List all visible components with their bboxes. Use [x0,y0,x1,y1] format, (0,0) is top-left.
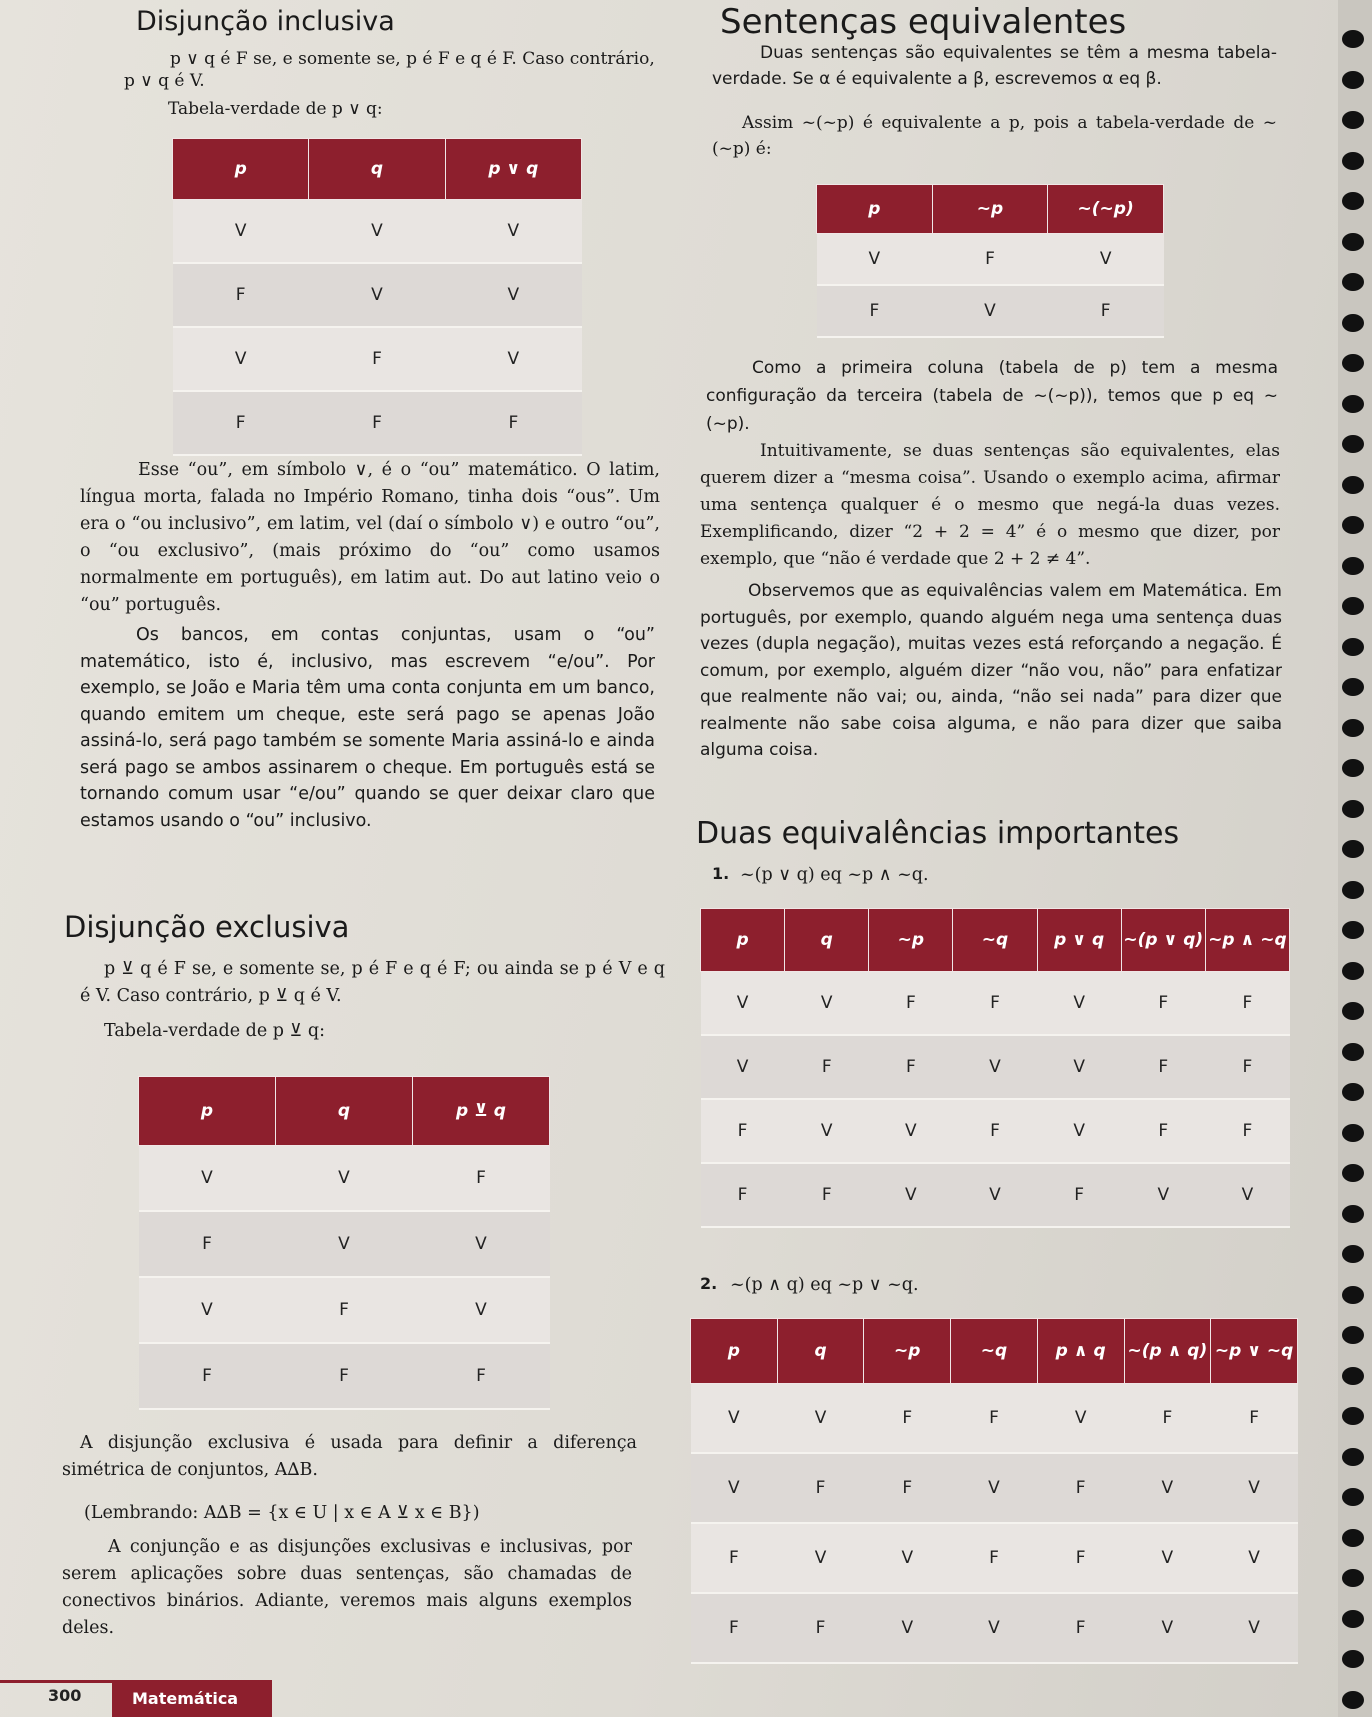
table-header-cell: ~q [951,1319,1038,1384]
table-header-cell: p [701,909,785,972]
page-number: 300 [48,1686,82,1705]
table-cell: F [1037,1593,1124,1663]
inclusive-truth-table [172,138,582,456]
exclusive-truth-table [138,1076,550,1410]
binding-ring [1342,435,1364,453]
table-cell: F [1205,1035,1289,1099]
table-cell: V [1121,1163,1205,1227]
table-cell: V [445,327,581,391]
table-cell: F [1205,972,1289,1036]
table-cell: F [1037,1163,1121,1227]
binding-ring [1342,1043,1364,1061]
table-cell: V [785,972,869,1036]
binding-ring [1342,719,1364,737]
table-cell: V [932,285,1048,337]
binding-ring [1342,152,1364,170]
table-header-cell: ~(p ∨ q) [1121,909,1205,972]
binding-ring [1342,921,1364,939]
table-cell: F [1211,1384,1298,1454]
table-row [701,1035,1290,1099]
observe-paragraph: Observemos que as equivalências valem em Matemática. Em português, por exemplo, quando alguém nega uma sentença duas vezes (dupla negação), muitas vezes está reforçando a negação. É comum, por exemplo, alguém dizer “não vou, não” para enfatizar que realmente não vai; ou, ainda, “não sei nada” para dizer que realmente não sabe coisa alguma, e não para dizer que saiba alguma coisa. [700,581,1282,760]
lembrando-line: (Lembrando: A∆B = {x ∈ U | x ∈ A ⊻ x ∈ B}) [84,1503,480,1523]
equivalence-1-label: ~(p ∨ q) eq ~p ∧ ~q. [740,865,929,885]
table-cell: V [701,972,785,1036]
table-cell: V [1037,1035,1121,1099]
exclusive-table-caption: Tabela-verdade de p ⊻ q: [104,1021,325,1041]
table-header-cell: p [173,139,309,200]
table-row [173,327,582,391]
table-cell: V [309,263,445,327]
table-cell: F [413,1146,550,1212]
table-cell: V [691,1453,778,1523]
table-cell: F [309,327,445,391]
binding-ring [1342,1164,1364,1182]
table-cell: F [445,391,581,455]
table-header-cell: q [276,1077,413,1146]
assim-paragraph: Assim ~(~p) é equivalente a p, pois a tabela-verdade de ~(~p) é: [712,113,1277,159]
binding-ring [1342,111,1364,129]
table-cell: F [1121,1035,1205,1099]
table-cell: F [173,391,309,455]
table-cell: V [953,1035,1037,1099]
binding-ring [1342,759,1364,777]
table-cell: V [1037,972,1121,1036]
table-header-cell: ~q [953,909,1037,972]
table-cell: V [1124,1453,1211,1523]
table-cell: V [1205,1163,1289,1227]
table-cell: F [785,1163,869,1227]
inclusive-definition-line2: p ∨ q é V. [124,71,205,91]
inclusive-disjunction-title: Disjunção inclusiva [136,6,395,37]
table-cell: V [445,263,581,327]
table-header-cell: q [777,1319,864,1384]
table-header-cell: p [691,1319,778,1384]
double-negation-table [816,184,1164,338]
binding-ring [1342,273,1364,291]
conjunction-paragraph: A conjunção e as disjunções exclusivas e inclusivas, por serem aplicações sobre duas sentenças, são chamadas de conectivos binários. Adiante, veremos mais alguns exemplos deles. [62,1537,632,1638]
binding-ring [1342,192,1364,210]
binding-ring [1342,638,1364,656]
equivalent-definition: Duas sentenças são equivalentes se têm a mesma tabela-verdade. Se α é equivalente a β, escrevemos α eq β. [712,43,1277,89]
table-cell: F [701,1163,785,1227]
binding-ring [1342,1610,1364,1628]
table-cell: F [777,1593,864,1663]
table-cell: F [864,1453,951,1523]
table-cell: F [276,1277,413,1343]
table-cell: F [953,1099,1037,1163]
table-cell: V [276,1146,413,1212]
equivalence-2-table [690,1318,1298,1664]
table-cell: F [139,1343,276,1409]
table-cell: V [173,200,309,264]
table-cell: V [777,1523,864,1593]
table-cell: V [1037,1099,1121,1163]
footer-rule [0,1680,112,1683]
table-cell: V [817,234,933,286]
inclusive-definition-line1: p ∨ q é F se, e somente se, p é F e q é F. Caso contrário, [170,49,655,69]
table-header-cell: ~p ∨ ~q [1211,1319,1298,1384]
table-cell: V [864,1523,951,1593]
table-cell: V [139,1277,276,1343]
table-header-cell: q [785,909,869,972]
binding-ring [1342,354,1364,372]
table-header-cell: ~p ∧ ~q [1205,909,1289,972]
table-cell: F [276,1343,413,1409]
table-row [173,391,582,455]
symmetric-difference-paragraph: A disjunção exclusiva é usada para definir a diferença simétrica de conjuntos, A∆B. [62,1433,637,1480]
table-row [701,972,1290,1036]
intuitive-paragraph: Intuitivamente, se duas sentenças são equivalentes, elas querem dizer a “mesma coisa”. Usando o exemplo acima, afirmar uma sentença qualquer é o mesmo que negá-la duas vezes. Exemplificando, dizer “2 + 2 = 4” é o mesmo que dizer, por exemplo, que “não é verdade que 2 + 2 ≠ 4”. [700,441,1280,569]
binding-ring [1342,1691,1364,1709]
table-cell: V [701,1035,785,1099]
two-equivalences-title: Duas equivalências importantes [696,816,1180,851]
binding-ring [1342,881,1364,899]
binding-ring [1342,1002,1364,1020]
table-header-cell: p ∧ q [1037,1319,1124,1384]
table-cell: F [173,263,309,327]
table-cell: F [701,1099,785,1163]
table-cell: V [1124,1523,1211,1593]
binding-ring [1342,800,1364,818]
table-cell: V [691,1384,778,1454]
binding-ring [1342,1245,1364,1263]
table-header-cell: p ∨ q [1037,909,1121,972]
binding-ring [1342,314,1364,332]
exclusive-definition: p ⊻ q é F se, e somente se, p é F e q é F; ou ainda se p é V e q é V. Caso contrário, p ⊻ q é V. [80,959,665,1006]
table-cell: F [817,285,933,337]
table-cell: V [445,200,581,264]
binding-ring [1342,557,1364,575]
equivalence-2-label: ~(p ∧ q) eq ~p ∨ ~q. [730,1275,919,1295]
table-cell: V [785,1099,869,1163]
table-cell: V [777,1384,864,1454]
table-cell: F [869,1035,953,1099]
binding-ring [1342,962,1364,980]
subject-band [112,1680,272,1717]
table-cell: V [869,1099,953,1163]
binding-ring [1342,1124,1364,1142]
table-cell: F [1037,1453,1124,1523]
binding-ring [1342,395,1364,413]
table-cell: F [691,1593,778,1663]
table-cell: V [1037,1384,1124,1454]
binding-ring [1342,1326,1364,1344]
table-cell: V [1211,1523,1298,1593]
binding-ring [1342,1205,1364,1223]
binding-ring [1342,1650,1364,1668]
table-cell: F [139,1211,276,1277]
table-header-cell: ~p [932,185,1048,234]
table-cell: F [1121,1099,1205,1163]
table-cell: F [1124,1384,1211,1454]
table-cell: F [691,1523,778,1593]
table-row [173,263,582,327]
table-row [139,1343,550,1409]
table-row [691,1523,1298,1593]
table-cell: F [932,234,1048,286]
bancos-paragraph: Os bancos, em contas conjuntas, usam o “ou” matemático, isto é, inclusivo, mas escrevem “e/ou”. Por exemplo, se João e Maria têm uma conta conjunta em um banco, quando emitem um cheque, este será pago se apenas João assiná-lo, será pago também se somente Maria assiná-lo e ainda será pago se ambos assinarem o cheque. Em português está se tornando comum usar “e/ou” quando se quer deixar claro que estamos usando o “ou” inclusivo. [80,625,655,831]
binding-ring [1342,1569,1364,1587]
equivalent-sentences-title: Sentenças equivalentes [720,2,1127,42]
table-row [817,285,1164,337]
table-cell: V [139,1146,276,1212]
table-header-cell: ~p [864,1319,951,1384]
table-cell: V [413,1277,550,1343]
como-paragraph: Como a primeira coluna (tabela de p) tem a mesma configuração da terceira (tabela de ~(~p)), temos que p eq ~(~p). [706,358,1278,434]
table-header-cell: q [309,139,445,200]
binding-ring [1342,678,1364,696]
table-header-cell: ~(p ∧ q) [1124,1319,1211,1384]
table-cell: V [173,327,309,391]
binding-ring [1342,1407,1364,1425]
exclusive-disjunction-title: Disjunção exclusiva [64,910,350,944]
equivalence-2-number: 2. [700,1274,718,1293]
table-row [691,1384,1298,1454]
spiral-binding [1338,0,1372,1717]
table-cell: V [413,1211,550,1277]
table-row [139,1211,550,1277]
table-cell: F [309,391,445,455]
table-cell: V [951,1593,1038,1663]
table-cell: F [869,972,953,1036]
table-row [701,1163,1290,1227]
inclusive-table-caption: Tabela-verdade de p ∨ q: [168,99,383,119]
table-header-cell: ~p [869,909,953,972]
table-cell: V [1211,1453,1298,1523]
binding-ring [1342,1448,1364,1466]
table-cell: F [1037,1523,1124,1593]
table-row [691,1453,1298,1523]
table-header-cell: ~(~p) [1048,185,1164,234]
table-cell: F [1048,285,1164,337]
table-header-cell: p [817,185,933,234]
binding-ring [1342,1286,1364,1304]
table-header-cell: p [139,1077,276,1146]
table-cell: V [869,1163,953,1227]
binding-ring [1342,840,1364,858]
table-row [139,1277,550,1343]
table-row [701,1099,1290,1163]
table-cell: F [413,1343,550,1409]
table-cell: V [1211,1593,1298,1663]
table-cell: F [953,972,1037,1036]
equivalence-1-table [700,908,1290,1228]
table-cell: V [951,1453,1038,1523]
table-header-cell: p ∨ q [445,139,581,200]
subject-label: Matemática [132,1689,239,1708]
binding-ring [1342,1529,1364,1547]
table-cell: F [951,1384,1038,1454]
table-cell: F [785,1035,869,1099]
table-cell: F [1205,1099,1289,1163]
table-row [173,200,582,264]
equivalence-1-number: 1. [712,864,730,883]
table-cell: V [1048,234,1164,286]
binding-ring [1342,516,1364,534]
table-cell: F [951,1523,1038,1593]
table-cell: V [953,1163,1037,1227]
table-cell: F [777,1453,864,1523]
table-row [817,234,1164,286]
binding-ring [1342,1083,1364,1101]
table-cell: V [309,200,445,264]
table-cell: V [1124,1593,1211,1663]
ou-paragraph: Esse “ou”, em símbolo ∨, é o “ou” matemático. O latim, língua morta, falada no Império Romano, tinha dois “ous”. Um era o “ou inclusivo”, em latim, vel (daí o símbolo ∨) e outro “ou”, o “ou exclusivo”, (mais próximo do “ou” como usamos normalmente em português), em latim aut. Do aut latino veio o “ou” português. [80,460,660,615]
table-cell: F [864,1384,951,1454]
table-cell: F [1121,972,1205,1036]
binding-ring [1342,1367,1364,1385]
binding-ring [1342,476,1364,494]
binding-ring [1342,71,1364,89]
table-cell: V [276,1211,413,1277]
binding-ring [1342,1488,1364,1506]
table-header-cell: p ⊻ q [413,1077,550,1146]
binding-ring [1342,233,1364,251]
table-row [691,1593,1298,1663]
table-cell: V [864,1593,951,1663]
table-row [139,1146,550,1212]
binding-ring [1342,30,1364,48]
binding-ring [1342,597,1364,615]
